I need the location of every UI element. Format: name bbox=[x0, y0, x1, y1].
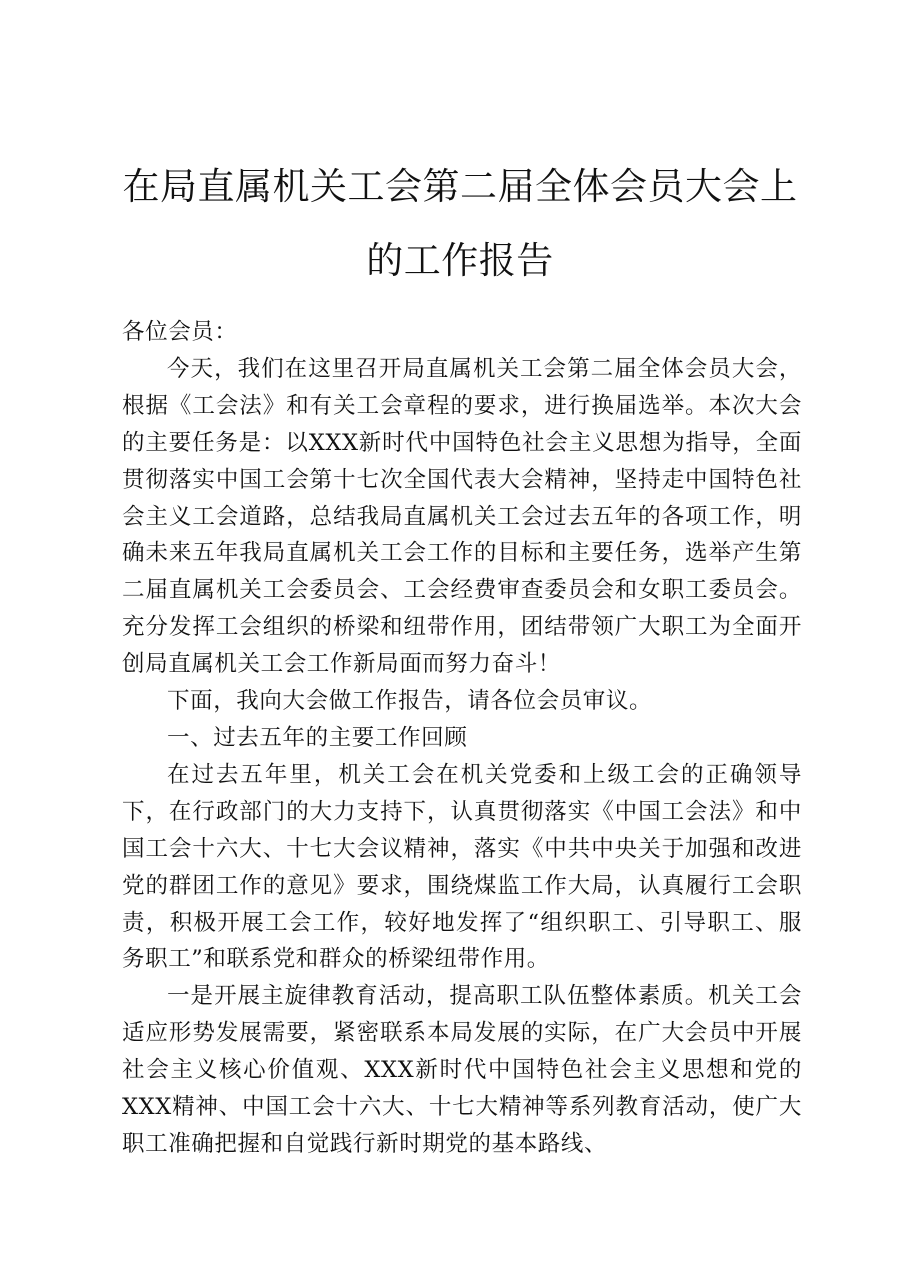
paragraph-intro: 今天，我们在这里召开局直属机关工会第二届全体会员大会，根据《工会法》和有关工会章程的要求，进行换届选举。本次大会的主要任务是：以XXX新时代中国特色社会主义思想为指导，全面贯彻落实中国工会第十七次全国代表大会精神，坚持走中国特色社会主义工会道路，总结我局直属机关工会过去五年的各项工作，明确未来五年我局直属机关工会工作的目标和主要任务，选举产生第二届直属机关工会委员会、工会经费审查委员会和女职工委员会。充分发挥工会组织的桥梁和纽带作用，团结带领广大职工为全面开创局直属机关工会工作新局面而努力奋斗！ bbox=[122, 355, 802, 678]
paragraph-review: 在过去五年里，机关工会在机关党委和上级工会的正确领导下，在行政部门的大力支持下，认真贯彻落实《中国工会法》和中国工会十六大、十七大会议精神，落实《中共中央关于加强和改进党的群团工作的意见》要求，围绕煤监工作大局，认真履行工会职责，积极开展工会工作，较好地发挥了“组织职工、引导职工、服务职工”和联系党和群众的桥梁纽带作用。 bbox=[122, 761, 802, 973]
salutation: 各位会员： bbox=[122, 319, 238, 345]
document-body bbox=[122, 314, 802, 1163]
paragraph-report-request: 下面，我向大会做工作报告，请各位会员审议。 bbox=[167, 688, 653, 715]
paragraph-point-one: 一是开展主旋律教育活动，提高职工队伍整体素质。机关工会适应形势发展需要，紧密联系本局发展的实际，在广大会员中开展社会主义核心价值观、XXX新时代中国特色社会主义思想和党的XXX精神、中国工会十六大、十七大精神等系列教育活动，使广大职工准确把握和自觉践行新时期党的基本路线、 bbox=[122, 983, 802, 1157]
section-heading: 一、过去五年的主要工作回顾 bbox=[167, 724, 468, 751]
document-title: 在局直属机关工会第二届全体会员大会上的工作报告 bbox=[122, 165, 798, 282]
